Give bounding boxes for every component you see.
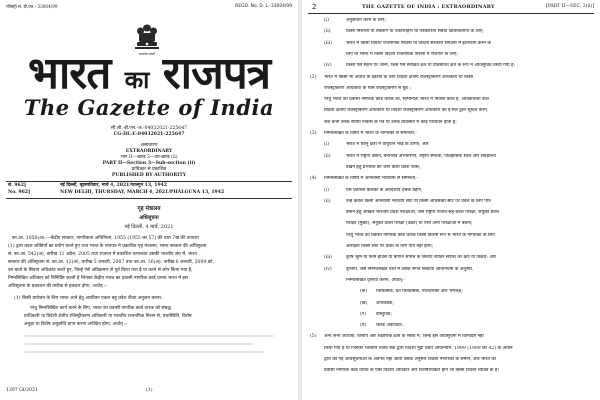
list-item: द्वारा की गई अधिसूचनाओं के अंतर्गत नहीं आता उसके अनुसार विदेशी नागरिकों के समान, और भारत का [324,357,497,362]
body-line-6: निम्नलिखित अधिकार को विनिर्दिष्ट करती है जिनका केंद्रीय भारत का प्रवासी नागरिक कार्ड धारक भारत में इस [8,276,188,281]
list-item: ऐसे प्रत्याशी बालकों के अंतर्देशीय दत्तक ग्रहण; [346,187,423,193]
list-marker: (ii) [324,198,331,204]
list-item: अनुसंधान करने के लिए; [346,18,386,23]
extraordinary-label: EXTRAORDINARY [125,149,173,154]
list-marker: (क) [360,289,368,295]
masthead-hindi-main: भारत [27,48,111,99]
list-marker: (2) [310,74,317,80]
part-reference: [PART II—SEC. 3(ii)] [546,4,594,9]
list-marker: (5) [310,334,317,340]
list-marker: (iv) [324,63,332,69]
faint-text-row [24,343,254,345]
clause-1-line-3: अनुज्ञा या विशेष अनुज्ञप्ति प्राप्त करना अपेक्षित होगा, अर्थात् :- [24,322,128,327]
list-marker: (ख) [360,300,368,306]
list-item: आरक्षित किसी सीट पर प्रवेश के लिए पात्र नहीं होगा; [346,244,434,249]
list-item: निम्नलिखित वृत्तियां करना, अर्थात्:- [346,277,405,283]
issue-top-rule [6,181,292,182]
list-item: किया गया है या जिनकी भारतीय रिजर्व बैंक द्वारा विदेशी मुद्रा प्रबंध अधिनियम, 1999 (1999 का 42) के अधीन [324,345,513,351]
list-item: भारत में राष्ट्रीय उद्यान, वन्यजीव अभयारण्य, राष्ट्रीय स्मारक, ऐतिहासिक स्थल और संग्रहालय [346,153,496,159]
masthead-hindi-connector: का [124,66,149,94]
footer-print-code: 1397 GI/2021 [6,388,38,393]
issue-number-hindi: सं. 962] [8,183,27,188]
footer-page-number: (1) [146,388,153,393]
list-item: बनाने हेतु अखिल भारतीय प्रवेश परीक्षाओं, जैसे राष्ट्रीय पात्रता-सह-प्रवेश परीक्षा, संयुक्त प्रवेश [346,210,499,216]
list-item: वास्तुविद; [376,311,392,317]
list-marker: (iii) [324,40,332,46]
list-item: कृषि भूमि या फार्म हाउस या बागान संपत्ति के सिवाय स्थावर संपत्ति का क्रय या विक्रय; और [346,255,496,261]
list-item: प्रवासी नागरिक कार्ड धारक के पास विदेशी अधिकार और विशेषाधिकार होंगे जो किसी विदेशी व्यक्ति के हैं। [324,368,500,374]
list-item: किसी ऐसे स्थान पर जाना, जिसे ऐसे संरक्षित क्षेत्र या प्रतिबंधित क्षेत्र के रूप में अधिसूचित किया गया है; [346,63,516,69]
list-item: निम्नलिखित के विषय में अनिवासी भारतीयों से समानता,- [324,176,419,182]
list-item: विदेशी क्षेत्रीय रजिस्ट्रीकरण अधिकारी या विदेशी रजिस्ट्रीकरण अधिकारी को ई-मेल द्वारा सूचित करेंगे, [324,108,489,114]
list-item: किसी मिशनरी या तबलीग या पर्वतारोहण या पत्रकारिता संबंधी क्रियाकलापों के लिए; [346,29,484,35]
svg-text:सत्यमेव जयते: सत्यमेव जयते [139,52,155,56]
list-item: जब कभी उनके स्थायी निवास के पते या उनके व्यवसाय में कोई परिवर्तन होता है; [324,119,457,125]
asadharan-label: असाधारण [140,143,158,148]
running-title: THE GAZETTE OF INDIA : EXTRAORDINARY [362,4,495,10]
part-label-hindi: भाग II—खण्ड 3—उप-खण्ड (ii) [120,155,178,160]
body-line-3: सं. का.आ. 542(अ), तारीख 11 अप्रैल, 2005 तथा राजपत्र में प्रकाशित तत्पश्चात उसकी भारतीय संघ में, भारत [8,252,197,257]
list-marker: (i) [324,18,330,23]
list-item: लिए या भारत में किसी विदेशी राजनयिक मिशनों में रोजगार के लिए; [346,51,458,57]
list-item: वृत्तियों, जैसे निम्नलिखित पेशों में उसके संगत निकायों अधिनियमों के अनुसार, [346,266,474,272]
notification-heading: अधिसूचना [139,215,159,221]
list-item: रजिस्ट्रीकरण अधिकारी के पास रजिस्ट्रीकरण से छूट : [324,85,412,91]
list-marker: (i) [324,187,330,193]
list-item: देखने हेतु प्रभारित की जाने वाली प्रवेश फीस; [346,164,421,170]
top-left-registration: रजिस्ट्री सं. डी.एल.- 33004/99 [6,4,58,9]
issue-line-english: NEW DELHI, THURSDAY, MARCH 4, 2021/PHALGUNA 13, 1942 [60,190,225,195]
list-marker: (iv) [324,266,332,272]
body-line-2: (1) द्वारा प्रदत्त शक्तियों का प्रयोग करते हुए तथा भारत के राजपत्र में प्रकाशित गृह मंत्रालय, भारत सरकार की अधिसूचना [8,244,207,249]
body-line-5: उन बातों के सिवाय अधिक्रांत करते हुए, जिन्हें ऐसे अधिक्रमण से पूर्व किया गया है या करने से लोप किया गया है, [8,268,193,273]
list-item: भारत में किसी विदेशी राजनयिक मिशनों या विदेशी सरकारी संगठनों में इंटर्नशिप करने के [346,40,491,46]
clause-1-line-2: प्राधिकारी या विदेशी क्षेत्रीय रजिस्ट्रीकरण अधिकारी या भारतीय राजनयिक मिशन से, यथास्थिति, विशेष [24,314,192,319]
masthead-hindi-end: राजपत्र [162,48,271,99]
list-item: परंतु भारत का प्रवासी नागरिक कार्ड धारक जो, सामान्यतः भारत में निवास करते हैं, अधिकारिता वाले [324,97,489,103]
list-item: उन्हें केवल किसी अनिवासी भारतीय सीट या किसी अधिसंख्य सीट पर प्रवेश के लिए पात्र [346,198,491,204]
list-item: परंतु भारत का प्रवासी नागरिक कार्ड धारक किसी विशिष्ट रूप से भारत के नागरिकों के लिए [346,232,495,238]
top-right-registration: REGD. No. D. L.-33004/99 [235,4,292,9]
list-item: चार्टर्ड अकाउंटेंट; [376,323,404,329]
list-marker: (i) [324,142,330,148]
cg-code-english: CG-DL-E-04032021-225647 [113,132,185,137]
authority-english: PUBLISHED BY AUTHORITY [111,173,187,178]
list-item: निम्नलिखित के विषय में भारत के नागरिकों से समानता,- [324,131,417,136]
issue-number-english: No. 962] [8,190,31,195]
list-marker: (iii) [324,255,332,261]
masthead-english: The Gazette of India [23,95,275,120]
body-line-1: का.आ. 1050(अ).—केंद्रीय सरकार, नागरिकता अधिनियम, 1955 (1955 का 57) की धारा 7ख की उपधारा [12,236,199,241]
list-marker: (ii) [324,29,331,35]
right-page-number: 2 [312,3,317,11]
left-page [0,0,298,400]
body-line-4: सरकार की अधिसूचना सं. का.आ. 12(अ), तारीख 5 जनवरी, 2007 तथा का.आ. 36(अ), तारीख 6 जनवरी, 2009 को, [8,260,214,265]
list-marker: (ii) [324,153,331,159]
body-line-7: अधिसूचना के प्रकाशन की तारीख से हकदार होगा, अर्थात् :- [8,284,108,289]
part-label-english: PART II—Section 3—Sub-section (ii) [102,161,196,166]
clause-1-line-1: परंतु निम्नलिखित कार्य करने के लिए, भारत का प्रवासी नागरिक कार्ड धारक को संबद्ध [30,306,171,311]
issue-line-hindi: नई दिल्ली, बृहस्पतिवार, मार्च 4, 2021/फाल्गुन 13, 1942 [60,183,168,188]
list-item: भारत में किसी भी अवधि के ठहराव के लिए विदेशी क्षेत्रीय रजिस्ट्रीकरण अधिकारी या किसी [324,74,474,80]
list-marker: (3) [310,131,317,136]
authority-hindi: प्राधिकार से प्रकाशित [131,167,167,172]
list-item: अन्य सभी आर्थिक, वित्तीय और शैक्षणिक क्षेत्रों के संबंध में, जिन्हें इस अधिसूचना में विनिर्दिष्ट नहीं [324,334,484,340]
list-marker: (4) [310,176,317,182]
faint-text-row [24,335,274,337]
right-page [302,0,600,400]
faint-text-row [24,351,264,353]
running-title-rule [308,13,594,14]
cg-code-hindi: सी.जी.-डी.एल.-अ.-04032021-225647 [110,126,188,131]
notification-date: नई दिल्ली, 4 मार्च, 2021 [124,224,174,230]
list-marker: (घ) [360,323,367,329]
ministry-heading: गृह मंत्रालय [137,206,161,212]
list-item: चिकित्सक, दंत चिकित्सक, परिचारिका और भेषजज्ञ; [376,289,463,295]
list-marker: (ग) [360,311,367,317]
list-item: परीक्षा (मुख्य), संयुक्त प्रवेश परीक्षा (उन्नत) या ऐसी अन्य परीक्षाओं में बैठना; [346,221,473,227]
issue-bottom-rule [6,198,292,199]
list-item: अधिवक्ता; [376,300,394,306]
clause-1: (1) किसी प्रयोजन के लिए भारत आने हेतु आजीवन एकल बहु प्रवेश वीजा अनुदान करना: [14,296,163,301]
list-item: भारत में घरेलू क्षेत्रों में वायुयान भाड़े के टैरिफ; और [346,142,429,148]
